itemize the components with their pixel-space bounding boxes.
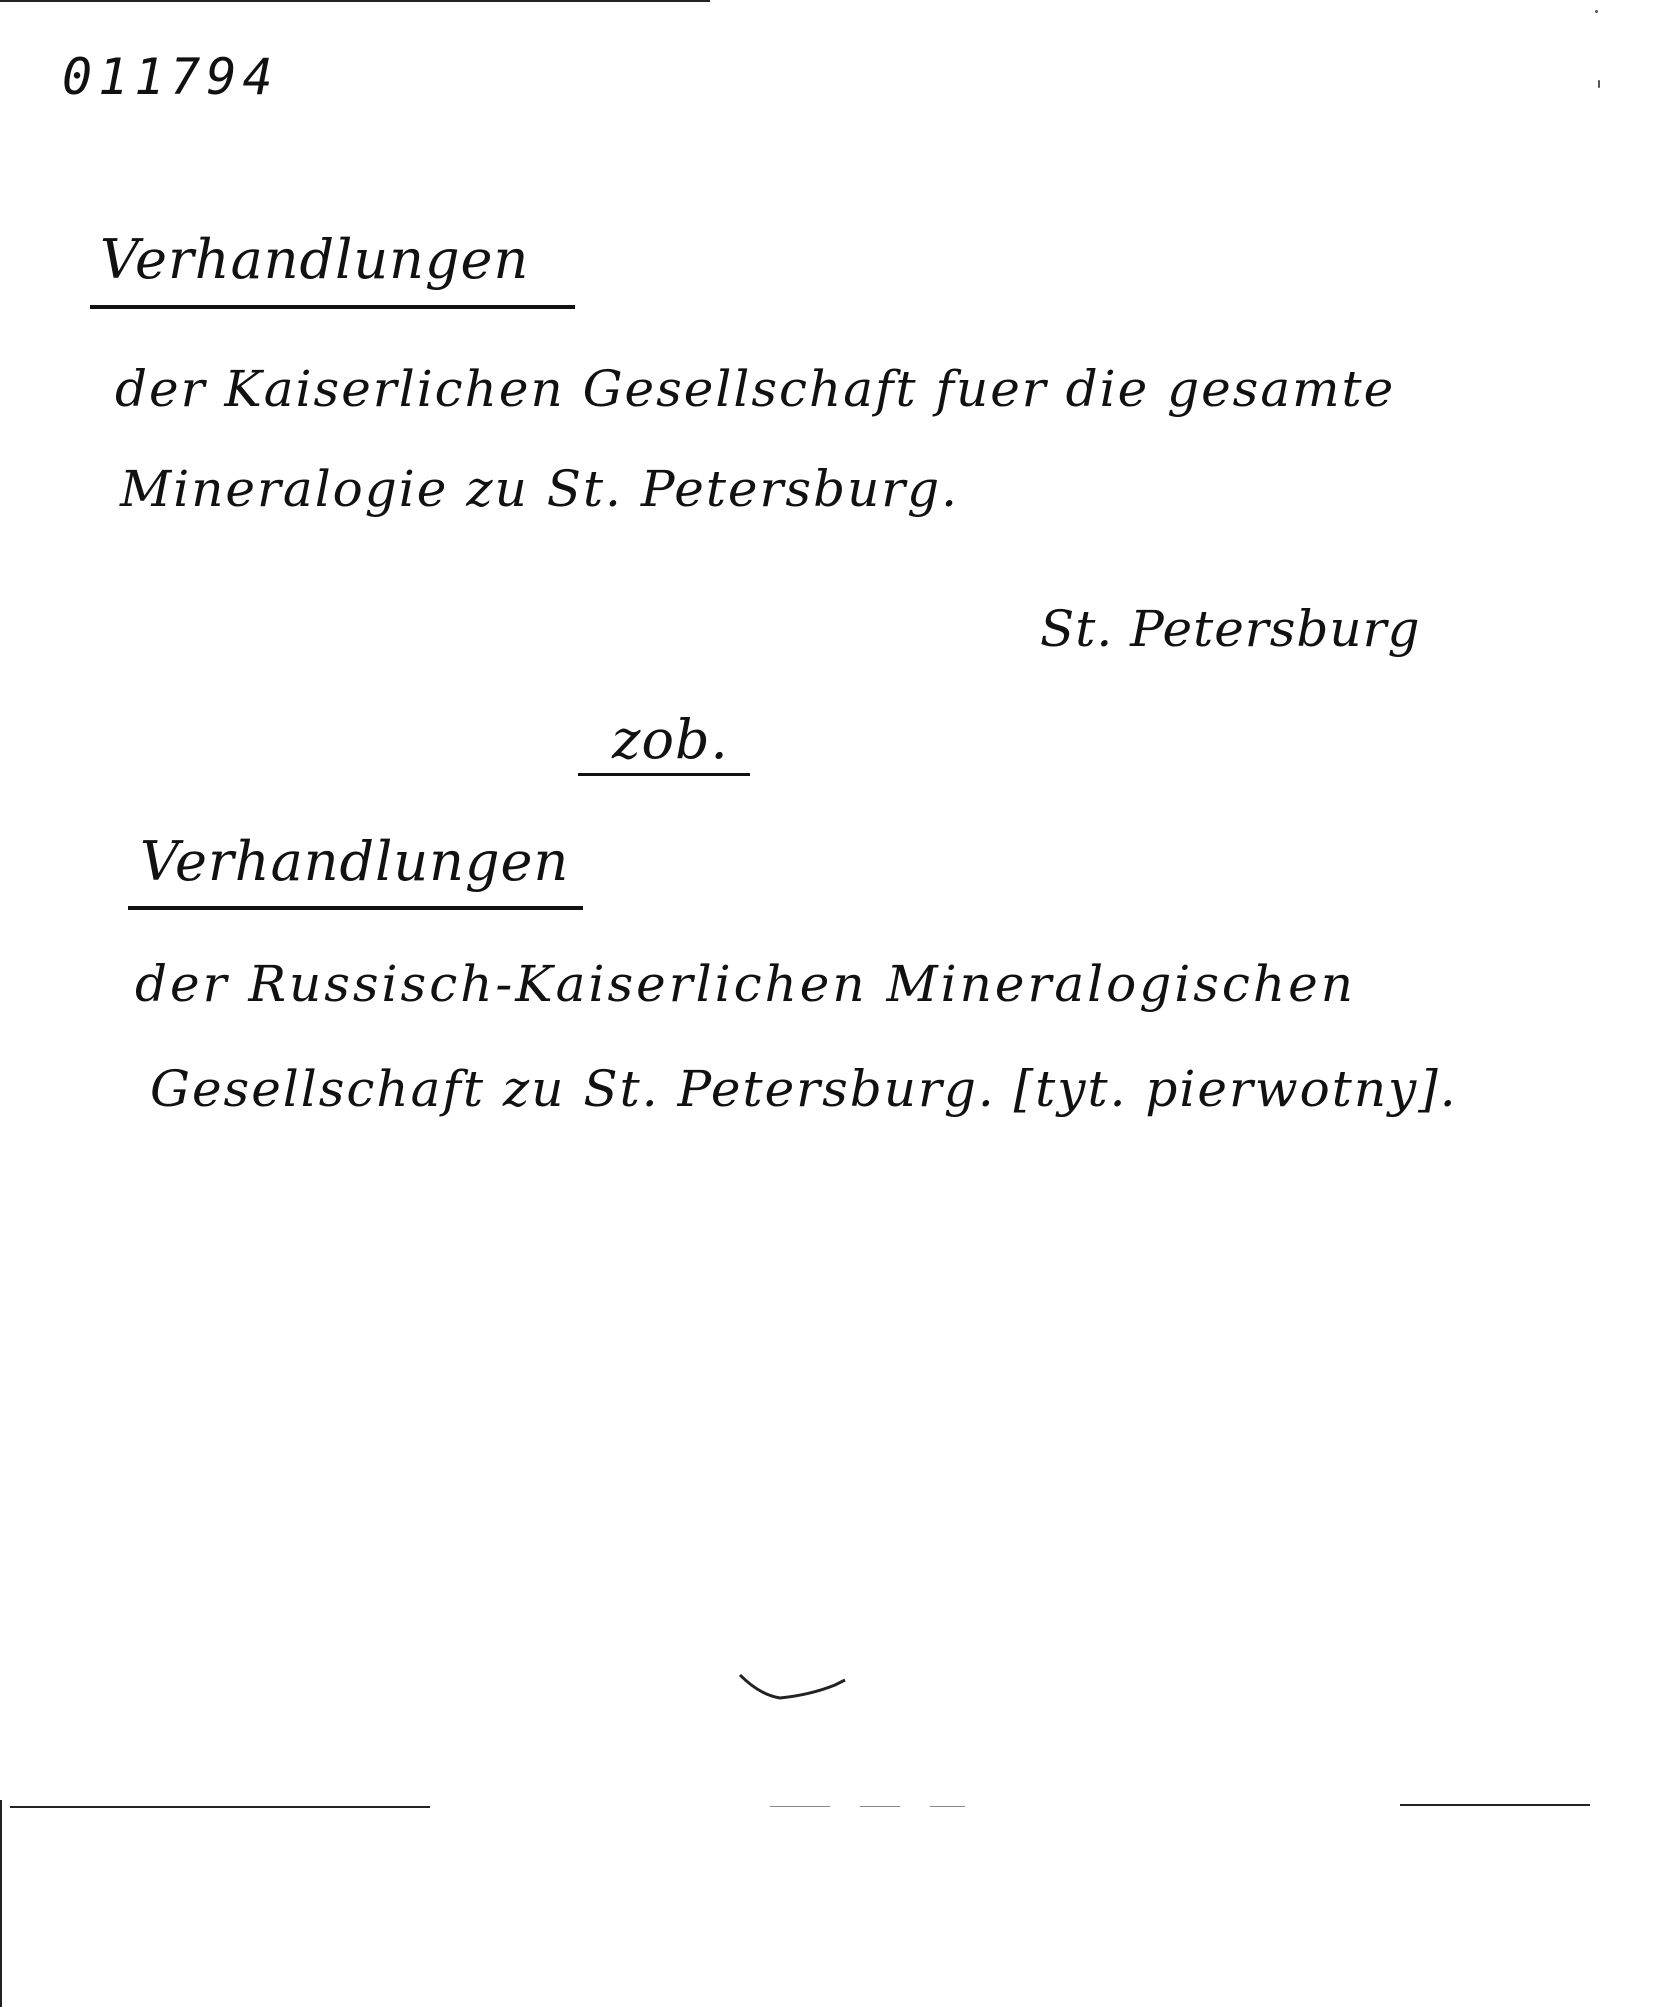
- left-edge-line: [0, 1800, 2, 2007]
- entry-2-line-2: Gesellschaft zu St. Petersburg. [tyt. pierwotny].: [150, 1060, 1458, 1118]
- entry-2-line-1: der Russisch-Kaiserlichen Mineralogischen: [135, 955, 1356, 1013]
- top-edge-line: [0, 0, 710, 2]
- see-note-underline: [578, 773, 750, 776]
- bottom-edge-line-left: [10, 1806, 430, 1808]
- bottom-edge-dash: [930, 1806, 965, 1807]
- entry-1-line-2: Mineralogie zu St. Petersburg.: [120, 460, 960, 518]
- entry-1-heading: Verhandlungen: [100, 228, 530, 291]
- entry-1-place: St. Petersburg: [1040, 600, 1421, 658]
- bottom-edge-dash: [770, 1806, 830, 1807]
- bottom-edge-dash: [860, 1806, 900, 1807]
- entry-2-heading-underline: [128, 906, 583, 910]
- entry-1-line-1: der Kaiserlichen Gesellschaft fuer die gesamte: [115, 360, 1396, 418]
- catalog-number: 011794: [62, 48, 279, 106]
- scan-speck: [1598, 80, 1600, 88]
- entry-1-heading-underline: [90, 305, 575, 309]
- see-note: zob.: [612, 708, 729, 771]
- bottom-edge-line-right: [1400, 1804, 1590, 1806]
- entry-2-heading: Verhandlungen: [140, 830, 570, 893]
- scan-speck: [1595, 10, 1598, 13]
- pen-mark: [735, 1665, 855, 1715]
